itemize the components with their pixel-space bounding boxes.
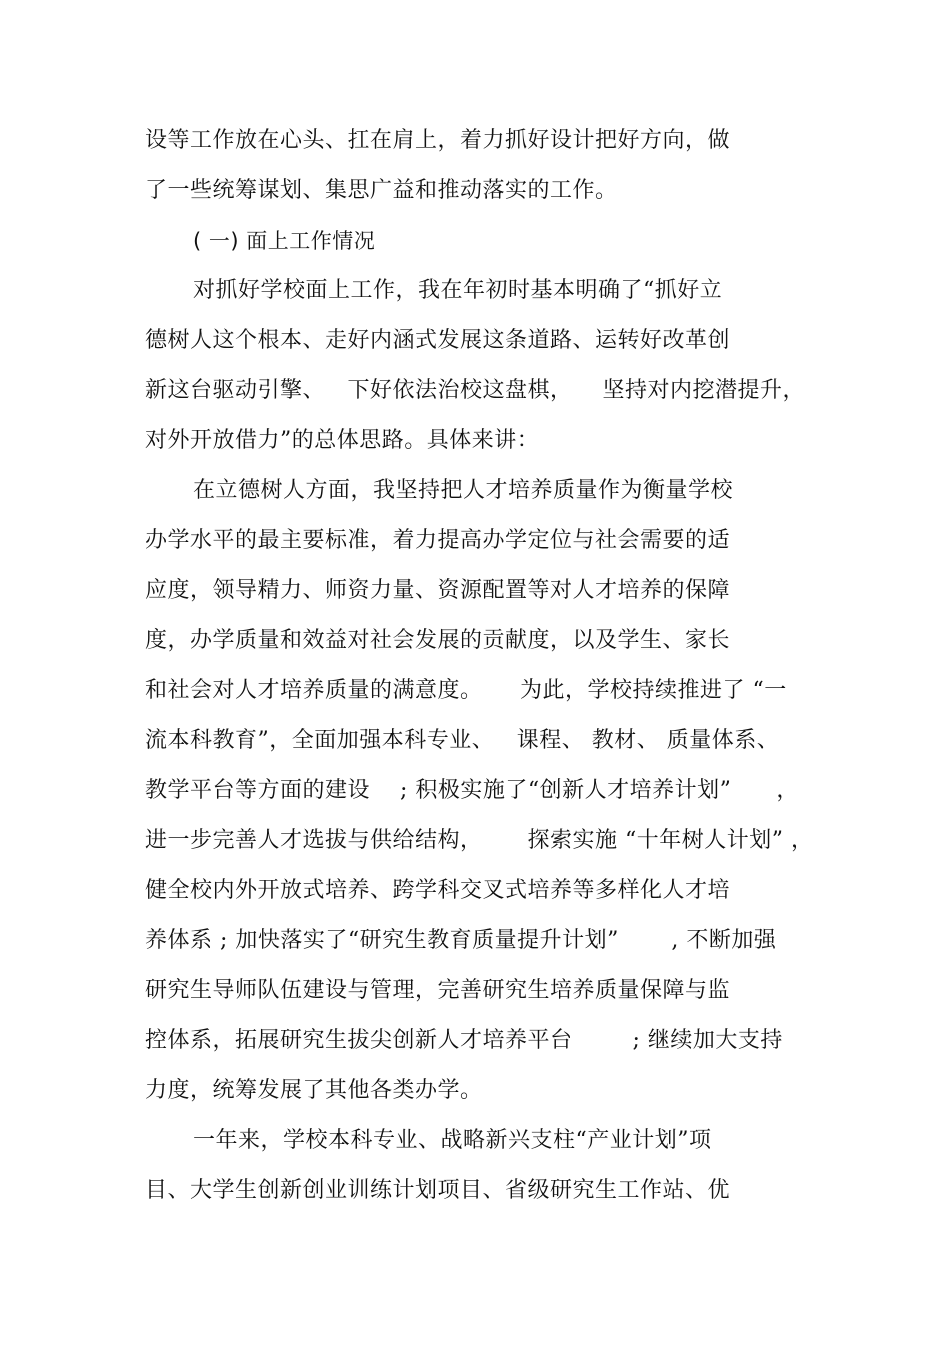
section-heading: ( 一) 面上工作情况 [193,229,376,253]
text-line: 流本科教育”，全面加强本科专业、 课程、 教材、 质量体系、 [145,728,780,753]
text-line: 办学水平的最主要标准，着力提高办学定位与社会需要的适 [145,528,731,553]
text-line: 研究生导师队伍建设与管理，完善研究生培养质量保障与监 [145,978,731,1003]
text-line: 对外开放借力”的总体思路。具体来讲： [145,428,540,453]
text-line: 养体系 ; 加快落实了“研究生教育质量提升计划” , 不断加强 [145,928,777,953]
text-line: 一年来，学校本科专业、战略新兴支柱“产业计划”项 [193,1128,712,1153]
text-line: 设等工作放在心头、扛在肩上，着力抓好设计把好方向，做 [145,128,731,153]
text-line: 进一步完善人才选拔与供给结构， 探索实施 “十年树人计划” ， [145,828,814,853]
text-line: 德树人这个根本、走好内涵式发展这条道路、运转好改革创 [145,328,731,353]
text-line: 新这台驱动引擎、 下好依法治校这盘棋， 坚持对内挖潜提升， [145,378,805,403]
text-line: 健全校内外开放式培养、跨学科交叉式培养等多样化人才培 [145,878,731,903]
text-line: 和社会对人才培养质量的满意度。 为此，学校持续推进了 “一 [145,678,787,703]
text-line: 教学平台等方面的建设 ; 积极实施了“创新人才培养计划” ， [145,778,799,803]
text-line: 目、大学生创新创业训练计划项目、省级研究生工作站、优 [145,1178,731,1203]
text-line: 了一些统筹谋划、集思广益和推动落实的工作。 [145,178,618,203]
text-line: 在立德树人方面，我坚持把人才培养质量作为衡量学校 [193,478,734,503]
text-line: 度，办学质量和效益对社会发展的贡献度，以及学生、家长 [145,628,731,653]
text-line: 应度，领导精力、师资力量、资源配置等对人才培养的保障 [145,578,731,603]
text-line: 对抓好学校面上工作，我在年初时基本明确了“抓好立 [193,278,723,303]
text-line: 力度，统筹发展了其他各类办学。 [145,1078,483,1103]
text-line: 控体系，拓展研究生拔尖创新人才培养平台 ; 继续加大支持 [145,1028,783,1053]
